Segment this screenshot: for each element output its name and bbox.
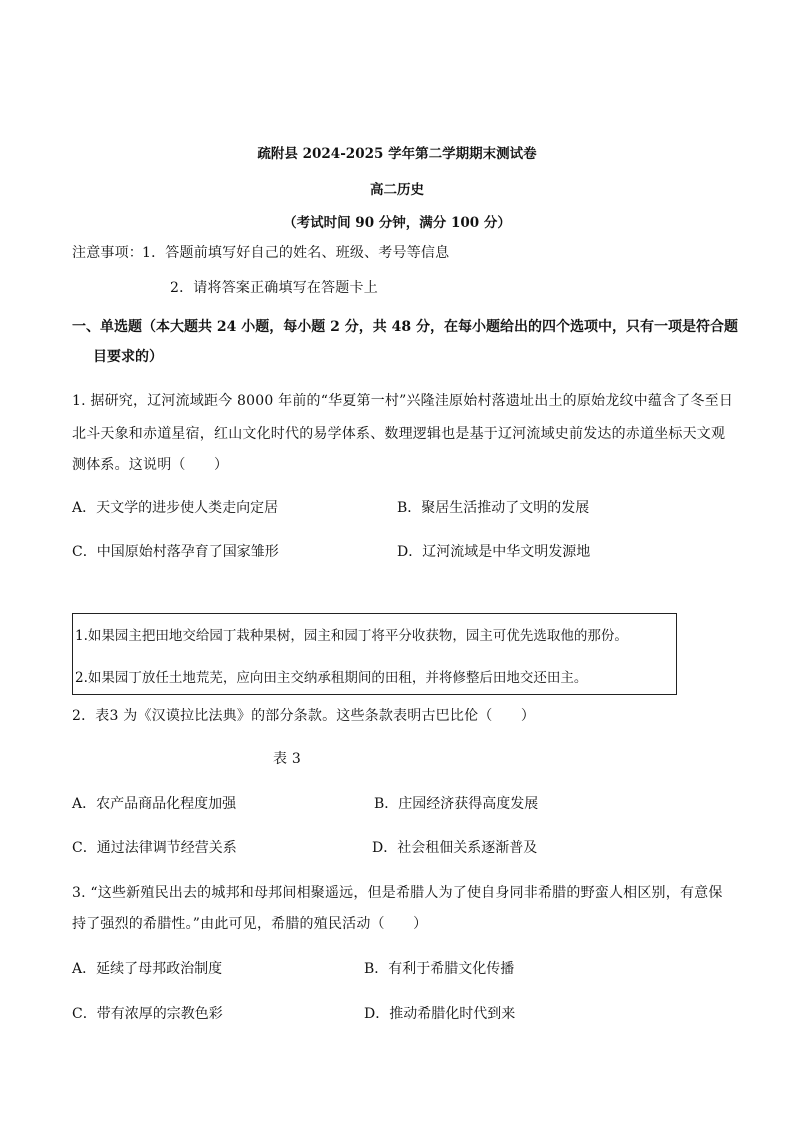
- notes-item-1: 1．答题前填写好自己的姓名、班级、考号等信息: [142, 245, 450, 261]
- question-3-option-a: A．延续了母邦政治制度: [72, 961, 223, 977]
- question-1-option-d: D．辽河流域是中华文明发源地: [397, 544, 591, 560]
- exam-info: （考试时间 90 分钟，满分 100 分）: [283, 215, 511, 231]
- question-3-line-2: 持了强烈的希腊性。”由此可见，希腊的殖民活动（ ）: [72, 916, 428, 932]
- section-heading-line1: 一、单选题（本大题共 24 小题，每小题 2 分，共 48 分，在每小题给出的四个选项中，只有一项是符合题: [72, 319, 738, 335]
- question-2-option-c: C．通过法律调节经营关系: [72, 840, 237, 856]
- question-1-line-3: 测体系。这说明（ ）: [72, 457, 229, 473]
- question-2-option-a: A．农产品商品化程度加强: [72, 796, 237, 812]
- law-table: [72, 613, 677, 695]
- question-3-option-b: B．有利于希腊文化传播: [364, 961, 515, 977]
- question-2-option-b: B．庄园经济获得高度发展: [374, 796, 539, 812]
- question-1-option-c: C．中国原始村落孕育了国家雏形: [72, 544, 279, 560]
- section-heading-line2: 目要求的）: [93, 349, 163, 365]
- question-1-option-a: A．天文学的进步使人类走向定居: [72, 500, 279, 516]
- exam-title: 疏附县 2024-2025 学年第二学期期末测试卷: [257, 146, 537, 162]
- question-3-option-c: C．带有浓厚的宗教色彩: [72, 1006, 223, 1022]
- exam-subject: 高二历史: [370, 182, 424, 198]
- law-table-row-2: 2.如果园丁放任土地荒芜，应向田主交纳承租期间的田租，并将修整后田地交还田主。: [75, 670, 588, 686]
- notes-item-2: 2．请将答案正确填写在答题卡上: [170, 280, 378, 296]
- question-3-line-1: 3. “这些新殖民出去的城邦和母邦间相聚遥远，但是希腊人为了使自身同非希腊的野蛮人相区别，有意保: [72, 885, 723, 901]
- notes-label: 注意事项：: [72, 245, 143, 261]
- table-caption: 表 3: [273, 751, 301, 767]
- law-table-row-1: 1.如果园主把田地交给园丁栽种果树，园主和园丁将平分收获物，园主可优先选取他的那份。: [75, 628, 628, 644]
- question-1-line-2: 北斗天象和赤道星宿，红山文化时代的易学体系、数理逻辑也是基于辽河流域史前发达的赤道坐标天文观: [72, 426, 726, 442]
- question-3-option-d: D．推动希腊化时代到来: [364, 1006, 516, 1022]
- question-2-option-d: D．社会租佃关系逐渐普及: [372, 840, 538, 856]
- question-1-line-1: 1. 据研究，辽河流域距今 8000 年前的“华夏第一村”兴隆洼原始村落遗址出土的原始龙纹中蕴含了冬至日: [72, 393, 734, 409]
- question-2-line-1: 2．表3 为《汉谟拉比法典》的部分条款。这些条款表明古巴比伦（ ）: [72, 708, 536, 724]
- question-1-option-b: B．聚居生活推动了文明的发展: [397, 500, 590, 516]
